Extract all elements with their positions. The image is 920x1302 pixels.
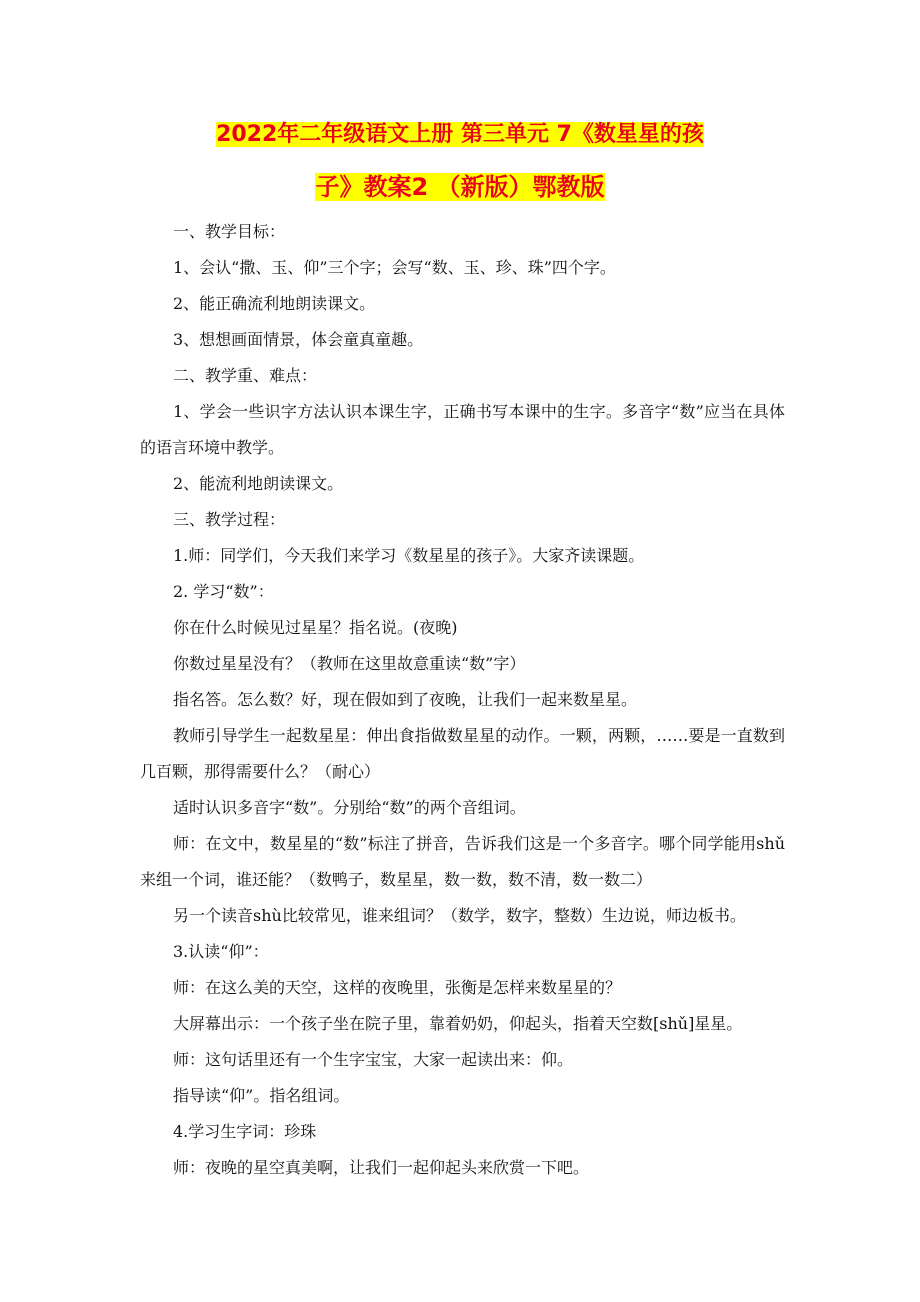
paragraph: 2. 学习“数”： [173, 582, 274, 601]
paragraph: 师：在文中，数星星的“数”标注了拼音，告诉我们这是一个多音字。哪个同学能用shǔ来组一个词，谁还能？（数鸭子，数星星，数一数，数不清，数一数二） [140, 834, 785, 889]
title-highlight-2: 子》教案2 （新版）鄂教版 [315, 173, 605, 201]
paragraph: 1、学会一些识字方法认识本课生字，正确书写本课中的生字。多音字“数”应当在具体的语言环境中教学。 [140, 402, 785, 457]
document-title-line-2 [0, 168, 920, 206]
paragraph: 师：在这么美的天空，这样的夜晚里，张衡是怎样来数星星的？ [173, 978, 622, 997]
paragraph: 适时认识多音字“数”。分别给“数”的两个音组词。 [173, 798, 526, 817]
paragraph: 一、教学目标： [173, 222, 286, 241]
paragraph: 2、能正确流利地朗读课文。 [173, 294, 376, 313]
paragraph: 你在什么时候见过星星？指名说。(夜晚) [173, 618, 458, 637]
document-title-line-1 [0, 118, 920, 152]
paragraph: 2、能流利地朗读课文。 [173, 474, 344, 493]
paragraph: 指导读“仰”。指名组词。 [173, 1086, 350, 1105]
paragraph: 3.认读“仰”： [173, 942, 269, 961]
paragraph: 3、想想画面情景，体会童真童趣。 [173, 330, 424, 349]
paragraph: 另一个读音shù比较常见，谁来组词？（数学，数字，整数）生边说，师边板书。 [173, 906, 746, 925]
title-highlight-1: 2022年二年级语文上册 第三单元 7《数星星的孩 [216, 122, 704, 147]
document-body [140, 214, 785, 1186]
paragraph: 教师引导学生一起数星星：伸出食指做数星星的动作。一颗，两颗，……要是一直数到几百颗，那得需要什么？（耐心） [140, 726, 785, 781]
paragraph: 大屏幕出示：一个孩子坐在院子里，靠着奶奶，仰起头，指着天空数[shǔ]星星。 [173, 1014, 743, 1033]
paragraph: 指名答。怎么数？好，现在假如到了夜晚，让我们一起来数星星。 [173, 690, 638, 709]
paragraph: 1.师：同学们，今天我们来学习《数星星的孩子》。大家齐读课题。 [173, 546, 645, 565]
paragraph: 1、会认“撒、玉、仰”三个字；会写“数、玉、珍、珠”四个字。 [173, 258, 616, 277]
paragraph: 二、教学重、难点： [173, 366, 318, 385]
paragraph: 你数过星星没有？（教师在这里故意重读“数”字） [173, 654, 526, 673]
paragraph: 三、教学过程： [173, 510, 286, 529]
paragraph: 师：这句话里还有一个生字宝宝，大家一起读出来：仰。 [173, 1050, 574, 1069]
paragraph: 师：夜晚的星空真美啊，让我们一起仰起头来欣赏一下吧。 [173, 1158, 590, 1177]
paragraph: 4.学习生字词：珍珠 [173, 1122, 317, 1141]
